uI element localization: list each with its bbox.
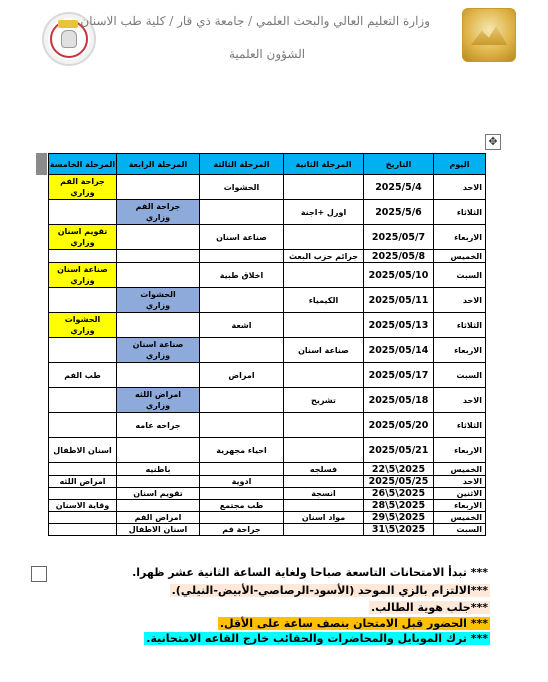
header-date: التاريخ <box>364 154 434 175</box>
table-row <box>49 250 486 263</box>
cell-stage-5: طب الفم <box>49 363 117 388</box>
note-student-id: ***جلب هوية الطالب. <box>370 601 488 614</box>
cell-day: الثلاثاء <box>434 313 486 338</box>
table-row <box>49 363 486 388</box>
cell-stage-2 <box>284 524 364 536</box>
cell-date: 2025/05/14 <box>364 338 434 363</box>
cell-stage-3 <box>200 488 284 500</box>
cell-stage-3 <box>200 250 284 263</box>
cell-date: 2025/05/7 <box>364 225 434 250</box>
table-row <box>49 500 486 512</box>
cell-day: السبت <box>434 263 486 288</box>
cell-date: 2025\5\22 <box>364 463 434 476</box>
cell-date: 2025/05/20 <box>364 413 434 438</box>
cell-day: الاربعاء <box>434 338 486 363</box>
cell-stage-5: تقويم اسنان وزاري <box>49 225 117 250</box>
cell-stage-2: صناعة اسنان <box>284 338 364 363</box>
cell-stage-3: ادوية <box>200 476 284 488</box>
cell-stage-3: جراحة فم <box>200 524 284 536</box>
checkbox[interactable] <box>31 566 47 582</box>
cell-stage-4: امراض الفم <box>117 512 200 524</box>
header-stage-5: المرحلة الخامسة <box>49 154 117 175</box>
cell-stage-4: الحشوات وزاري <box>117 288 200 313</box>
cell-date: 2025/05/10 <box>364 263 434 288</box>
cell-stage-3 <box>200 463 284 476</box>
university-logo <box>462 8 516 62</box>
cell-stage-2 <box>284 263 364 288</box>
table-row <box>49 338 486 363</box>
cell-day: الاثنين <box>434 488 486 500</box>
cell-stage-2: مواد اسنان <box>284 512 364 524</box>
cell-day: الخميس <box>434 250 486 263</box>
cell-stage-2: فسلجه <box>284 463 364 476</box>
cell-stage-4 <box>117 250 200 263</box>
cell-stage-5: الحشوات وزاري <box>49 313 117 338</box>
cell-stage-5: صناعة اسنان وزاري <box>49 263 117 288</box>
header-day: اليوم <box>434 154 486 175</box>
cell-stage-5 <box>49 512 117 524</box>
cell-stage-5 <box>49 413 117 438</box>
cell-stage-2: الكيمياء <box>284 288 364 313</box>
table-header-row <box>49 154 486 175</box>
table-row <box>49 488 486 500</box>
exam-schedule-table <box>48 153 486 536</box>
cell-stage-4 <box>117 175 200 200</box>
cell-stage-4: امراض اللثه وزاري <box>117 388 200 413</box>
selection-marker <box>36 153 47 175</box>
cell-stage-5 <box>49 338 117 363</box>
cell-stage-5 <box>49 200 117 225</box>
cell-date: 2025/05/11 <box>364 288 434 313</box>
cell-day: الثلاثاء <box>434 200 486 225</box>
cell-day: السبت <box>434 363 486 388</box>
cell-date: 2025\5\26 <box>364 488 434 500</box>
cell-stage-3: طب مجتمع <box>200 500 284 512</box>
cell-day: الخميس <box>434 512 486 524</box>
cell-stage-4 <box>117 500 200 512</box>
cell-stage-5 <box>49 488 117 500</box>
note-belongings: *** ترك الموبايل والمحاضرات والحقائب خارج القاعه الامتحانية. <box>146 632 488 645</box>
cell-stage-2: انسجة <box>284 488 364 500</box>
cell-stage-3 <box>200 200 284 225</box>
table-row <box>49 388 486 413</box>
header-stage-3: المرحلة الثالثة <box>200 154 284 175</box>
cell-stage-5 <box>49 524 117 536</box>
cell-stage-4: صناعة اسنان وزاري <box>117 338 200 363</box>
cell-stage-4 <box>117 263 200 288</box>
cell-day: الاحد <box>434 388 486 413</box>
cell-stage-2 <box>284 413 364 438</box>
cell-stage-3: اشعة <box>200 313 284 338</box>
cell-day: الاربعاء <box>434 438 486 463</box>
cell-stage-2 <box>284 175 364 200</box>
table-row <box>49 524 486 536</box>
cell-stage-3 <box>200 388 284 413</box>
cell-stage-3 <box>200 512 284 524</box>
cell-day: الخميس <box>434 463 486 476</box>
cell-day: الاحد <box>434 175 486 200</box>
cell-stage-4: تقويم اسنان <box>117 488 200 500</box>
cell-stage-5: وقاية الاسنان <box>49 500 117 512</box>
cell-day: الاربعاء <box>434 500 486 512</box>
cell-day: السبت <box>434 524 486 536</box>
cell-date: 2025/5/6 <box>364 200 434 225</box>
cell-stage-2 <box>284 438 364 463</box>
cell-date: 2025/05/17 <box>364 363 434 388</box>
table-row <box>49 463 486 476</box>
cell-stage-3: احياء مجهرية <box>200 438 284 463</box>
table-row <box>49 438 486 463</box>
table-row <box>49 313 486 338</box>
cell-stage-5 <box>49 388 117 413</box>
header-department-line: الشؤون العلمية <box>229 47 306 61</box>
cell-date: 2025/05/21 <box>364 438 434 463</box>
cell-day: الثلاثاء <box>434 413 486 438</box>
note-arrival: *** الحضور قبل الامتحان بنصف ساعة على الأقل. <box>219 617 488 630</box>
note-uniform: ***الالتزام بالزي الموحد (الأسود-الرصاصي-الأبيض-النيلي). <box>171 584 488 597</box>
cell-stage-4 <box>117 363 200 388</box>
cell-stage-3: امراض <box>200 363 284 388</box>
cell-date: 2025/05/18 <box>364 388 434 413</box>
table-row <box>49 288 486 313</box>
header-ministry-line: وزارة التعليم العالي والبحث العلمي / جامعة ذي قار / كلية طب الاسنان <box>80 14 430 28</box>
cell-date: 2025/05/13 <box>364 313 434 338</box>
cell-stage-4: جراحة الفم وزاري <box>117 200 200 225</box>
cell-stage-5: امراض اللثه <box>49 476 117 488</box>
cell-stage-4 <box>117 313 200 338</box>
table-row <box>49 512 486 524</box>
cell-stage-2 <box>284 500 364 512</box>
cell-stage-4 <box>117 476 200 488</box>
table-row <box>49 413 486 438</box>
cell-stage-2 <box>284 363 364 388</box>
note-exam-time: *** تبدأ الامتحانات التاسعة صباحا ولغاية الساعة الثانية عشر ظهرا. <box>132 566 488 579</box>
cell-day: الاحد <box>434 288 486 313</box>
cell-date: 2025\5\28 <box>364 500 434 512</box>
cell-stage-4: جراحه عامه <box>117 413 200 438</box>
cell-stage-3: اخلاق طبية <box>200 263 284 288</box>
cell-stage-3: صناعة اسنان <box>200 225 284 250</box>
cell-stage-2 <box>284 476 364 488</box>
cell-day: الاربعاء <box>434 225 486 250</box>
cell-stage-5 <box>49 250 117 263</box>
cell-stage-2: جرائم حزب البعث <box>284 250 364 263</box>
cell-stage-4: اسنان الاطفال <box>117 524 200 536</box>
cell-stage-2: اورل +اجنة <box>284 200 364 225</box>
cell-stage-5: اسنان الاطفال <box>49 438 117 463</box>
cell-stage-5 <box>49 463 117 476</box>
cell-stage-4 <box>117 438 200 463</box>
cell-date: 2025/5/4 <box>364 175 434 200</box>
cell-date: 2025/05/25 <box>364 476 434 488</box>
cell-date: 2025\5\29 <box>364 512 434 524</box>
cell-stage-2 <box>284 225 364 250</box>
cell-stage-3: الحشوات <box>200 175 284 200</box>
cell-stage-3 <box>200 413 284 438</box>
cell-date: 2025/05/8 <box>364 250 434 263</box>
cell-stage-2: تشريح <box>284 388 364 413</box>
table-row <box>49 175 486 200</box>
cell-stage-5 <box>49 288 117 313</box>
table-row <box>49 225 486 250</box>
table-row <box>49 200 486 225</box>
table-move-handle-icon[interactable]: ✥ <box>485 134 501 150</box>
cell-stage-4: باطنيه <box>117 463 200 476</box>
cell-stage-3 <box>200 288 284 313</box>
cell-stage-3 <box>200 338 284 363</box>
cell-stage-4 <box>117 225 200 250</box>
table-row <box>49 476 486 488</box>
cell-date: 2025\5\31 <box>364 524 434 536</box>
cell-stage-5: جراحة الفم وزاري <box>49 175 117 200</box>
table-row <box>49 263 486 288</box>
cell-day: الاحد <box>434 476 486 488</box>
header-stage-2: المرحلة الثانية <box>284 154 364 175</box>
cell-stage-2 <box>284 313 364 338</box>
header-stage-4: المرحلة الرابعة <box>117 154 200 175</box>
